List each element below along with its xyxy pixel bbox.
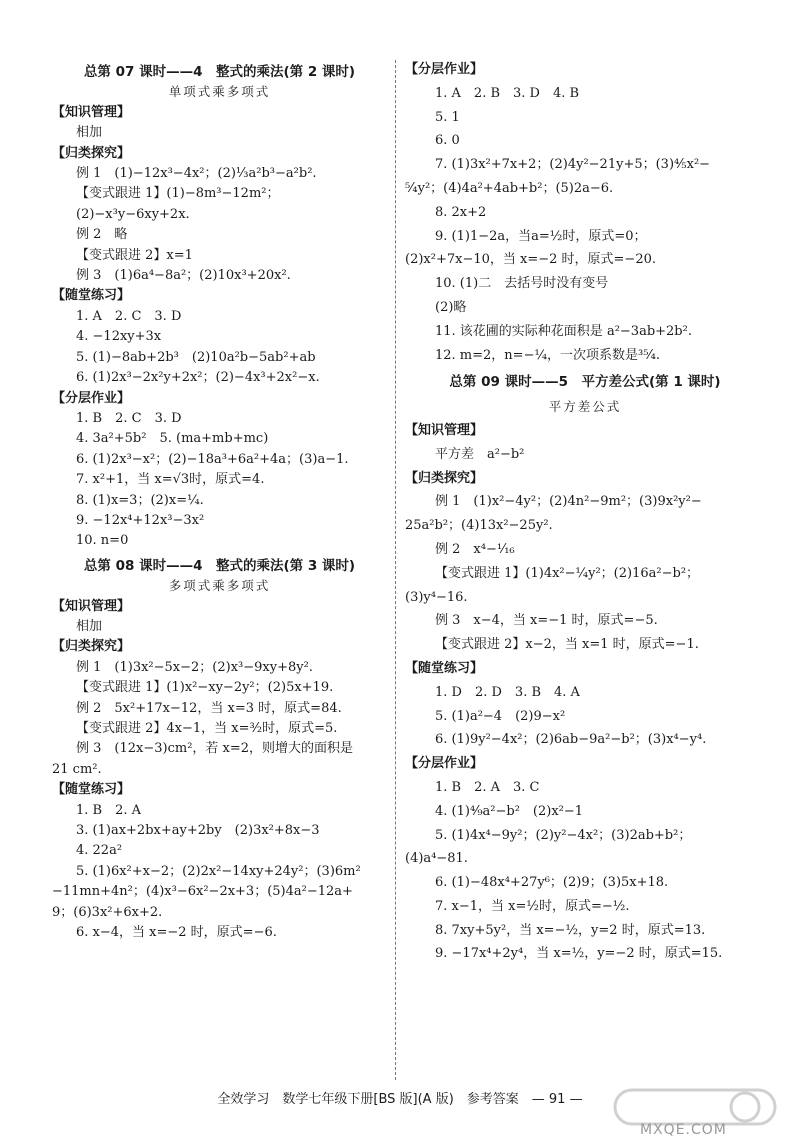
answer-line: 7. x²+1，当 x=√3时，原式=4. bbox=[76, 472, 265, 488]
section-heading: 【知识管理】 bbox=[52, 598, 131, 614]
answer-line: 10. (1)二 去括号时没有变号 bbox=[435, 276, 609, 292]
section-heading: 【分层作业】 bbox=[52, 390, 131, 406]
watermark-text: MXQE.COM bbox=[640, 1122, 727, 1138]
answer-line: 8. (1)x=3；(2)x=¼. bbox=[76, 492, 204, 508]
section-heading: 【分层作业】 bbox=[405, 62, 484, 77]
answer-line: 例 3 (1)6a⁴−8a²；(2)10x³+20x². bbox=[76, 268, 291, 284]
section-heading: 【随堂练习】 bbox=[405, 660, 484, 676]
section-heading: 【分层作业】 bbox=[405, 756, 484, 772]
answer-line: 8. 7xy+5y²，当 x=−½，y=2 时，原式=13. bbox=[435, 922, 706, 938]
answer-line: 8. 2x+2 bbox=[435, 204, 487, 220]
answer-line: 9；(6)3x²+6x+2. bbox=[52, 904, 163, 920]
answer-line: 【变式跟进 1】(1)x²−xy−2y²；(2)5x+19. bbox=[76, 680, 334, 696]
answer-line: 9. −12x⁴+12x³−3x² bbox=[76, 512, 205, 528]
answer-line: 11. 该花圃的实际种花面积是 a²−3ab+2b². bbox=[435, 323, 692, 339]
answer-line: 5. (1)−8ab+2b³ (2)10a²b−5ab²+ab bbox=[76, 349, 316, 365]
answer-line: 9. −17x⁴+2y⁴，当 x=½，y=−2 时，原式=15. bbox=[435, 946, 723, 962]
answer-line: 5. (1)a²−4 (2)9−x² bbox=[435, 708, 566, 724]
answer-line: 7. x−1，当 x=½时，原式=−½. bbox=[435, 898, 630, 914]
answer-line: 5. 1 bbox=[435, 109, 460, 125]
answer-line: 4. −12xy+3x bbox=[76, 329, 162, 345]
section-heading: 【归类探究】 bbox=[405, 470, 484, 486]
answer-line: 4. 3a²+5b² 5. (ma+mb+mc) bbox=[76, 431, 269, 447]
answer-line: 1. A 2. B 3. D 4. B bbox=[435, 85, 580, 101]
answer-line: 25a²b²；(4)13x²−25y². bbox=[405, 518, 553, 534]
answer-line: 4. (1)⁴⁄₉a²−b² (2)x²−1 bbox=[435, 803, 584, 819]
section-heading: 【随堂练习】 bbox=[52, 782, 131, 798]
answer-line: 1. D 2. D 3. B 4. A bbox=[435, 684, 580, 700]
column-divider bbox=[395, 60, 396, 1080]
section-heading: 【归类探究】 bbox=[52, 639, 131, 655]
answer-line: (4)a⁴−81. bbox=[405, 851, 468, 867]
answer-line: 例 2 x⁴−¹⁄₁₆ bbox=[435, 541, 515, 557]
answer-line: 【变式跟进 1】(1)−8m³−12m²； bbox=[76, 186, 280, 202]
lesson-title: 总第 07 课时——4 整式的乘法(第 2 课时) bbox=[83, 64, 356, 80]
answer-line: 5. (1)4x⁴−9y²；(2)y²−4x²；(3)2ab+b²； bbox=[435, 827, 692, 843]
left-column bbox=[52, 58, 387, 943]
answer-line: 10. n=0 bbox=[76, 533, 129, 549]
section-heading: 【知识管理】 bbox=[52, 104, 131, 120]
answer-line: 【变式跟进 1】(1)4x²−¼y²；(2)16a²−b²； bbox=[435, 565, 700, 581]
answer-line: 4. 22a² bbox=[76, 843, 123, 859]
answer-line: 平方差 a²−b² bbox=[435, 446, 525, 462]
lesson-title: 总第 09 课时——5 平方差公式(第 1 课时) bbox=[449, 374, 721, 391]
lesson-subtitle: 多项式乘多项式 bbox=[168, 578, 271, 594]
lesson-title: 总第 08 课时——4 整式的乘法(第 3 课时) bbox=[83, 557, 356, 574]
section-heading: 【知识管理】 bbox=[405, 422, 484, 438]
answer-line: 6. x−4，当 x=−2 时，原式=−6. bbox=[76, 925, 277, 941]
answer-line: 【变式跟进 2】x−2，当 x=1 时，原式=−1. bbox=[435, 637, 699, 653]
answer-line: 例 3 x−4，当 x=−1 时，原式=−5. bbox=[435, 613, 658, 629]
answer-line: 【变式跟进 2】x=1 bbox=[76, 247, 193, 263]
answer-line: 3. (1)ax+2bx+ay+2by (2)3x²+8x−3 bbox=[76, 823, 320, 839]
answer-line: 例 3 (12x−3)cm²，若 x=2，则增大的面积是 bbox=[76, 741, 354, 757]
answer-line: 6. 0 bbox=[435, 133, 460, 149]
answer-line: 7. (1)3x²+7x+2；(2)4y²−21y+5；(3)⁴⁄₅x²− bbox=[435, 157, 711, 173]
answer-line: 6. (1)2x³−2x²y+2x²；(2)−4x³+2x²−x. bbox=[76, 370, 320, 386]
answer-line: 例 2 略 bbox=[76, 227, 128, 243]
answer-line: 例 1 (1)3x²−5x−2；(2)x³−9xy+8y². bbox=[76, 659, 313, 675]
answer-line: 【变式跟进 2】4x−1，当 x=³⁄₂时，原式=5. bbox=[76, 721, 338, 736]
answer-line: (2)略 bbox=[435, 299, 467, 315]
answer-line: 1. B 2. A 3. C bbox=[435, 779, 540, 795]
answer-line: 6. (1)2x³−x²；(2)−18a³+6a²+4a；(3)a−1. bbox=[76, 451, 349, 467]
answer-line: 1. B 2. C 3. D bbox=[76, 410, 182, 426]
answer-line: 例 2 5x²+17x−12，当 x=3 时，原式=84. bbox=[76, 700, 342, 716]
answer-line: 12. m=2，n=−¼，一次项系数是³⁵⁄₄. bbox=[435, 347, 660, 363]
answer-line: 相加 bbox=[76, 125, 103, 141]
section-heading: 【归类探究】 bbox=[52, 145, 131, 161]
answer-line: 6. (1)−48x⁴+27y⁶；(2)9；(3)5x+18. bbox=[435, 875, 669, 891]
answer-line: (2)x²+7x−10，当 x=−2 时，原式=−20. bbox=[405, 252, 656, 268]
answer-line: 21 cm². bbox=[52, 761, 102, 777]
answer-line: (3)y⁴−16. bbox=[405, 589, 468, 605]
answer-line: 1. A 2. C 3. D bbox=[76, 308, 182, 324]
answer-line: 例 1 (1)−12x³−4x²；(2)⅓a²b³−a²b². bbox=[76, 166, 317, 182]
answer-line: 9. (1)1−2a，当a=½时，原式=0； bbox=[435, 228, 647, 244]
lesson-subtitle: 单项式乘多项式 bbox=[168, 84, 271, 100]
right-column bbox=[405, 58, 765, 966]
answer-line: 5. (1)6x²+x−2；(2)2x²−14xy+24y²；(3)6m² bbox=[76, 863, 361, 879]
answer-line: 相加 bbox=[76, 618, 103, 634]
answer-line: −11mn+4n²；(4)x³−6x²−2x+3；(5)4a²−12a+ bbox=[52, 884, 353, 900]
answer-line: 6. (1)9y²−4x²；(2)6ab−9a²−b²；(3)x⁴−y⁴. bbox=[435, 732, 707, 748]
answer-line: 例 1 (1)x²−4y²；(2)4n²−9m²；(3)9x²y²− bbox=[435, 494, 702, 510]
answer-line: 1. B 2. A bbox=[76, 802, 142, 818]
answer-line: (2)−x³y−6xy+2x. bbox=[76, 206, 190, 222]
page-footer: 全效学习 数学七年级下册[BS 版](A 版) 参考答案 — 91 — bbox=[217, 1092, 583, 1107]
section-heading: 【随堂练习】 bbox=[52, 288, 131, 304]
answer-line: ⁵⁄₄y²；(4)4a²+4ab+b²；(5)2a−6. bbox=[405, 180, 614, 196]
lesson-subtitle: 平方差公式 bbox=[548, 399, 622, 415]
